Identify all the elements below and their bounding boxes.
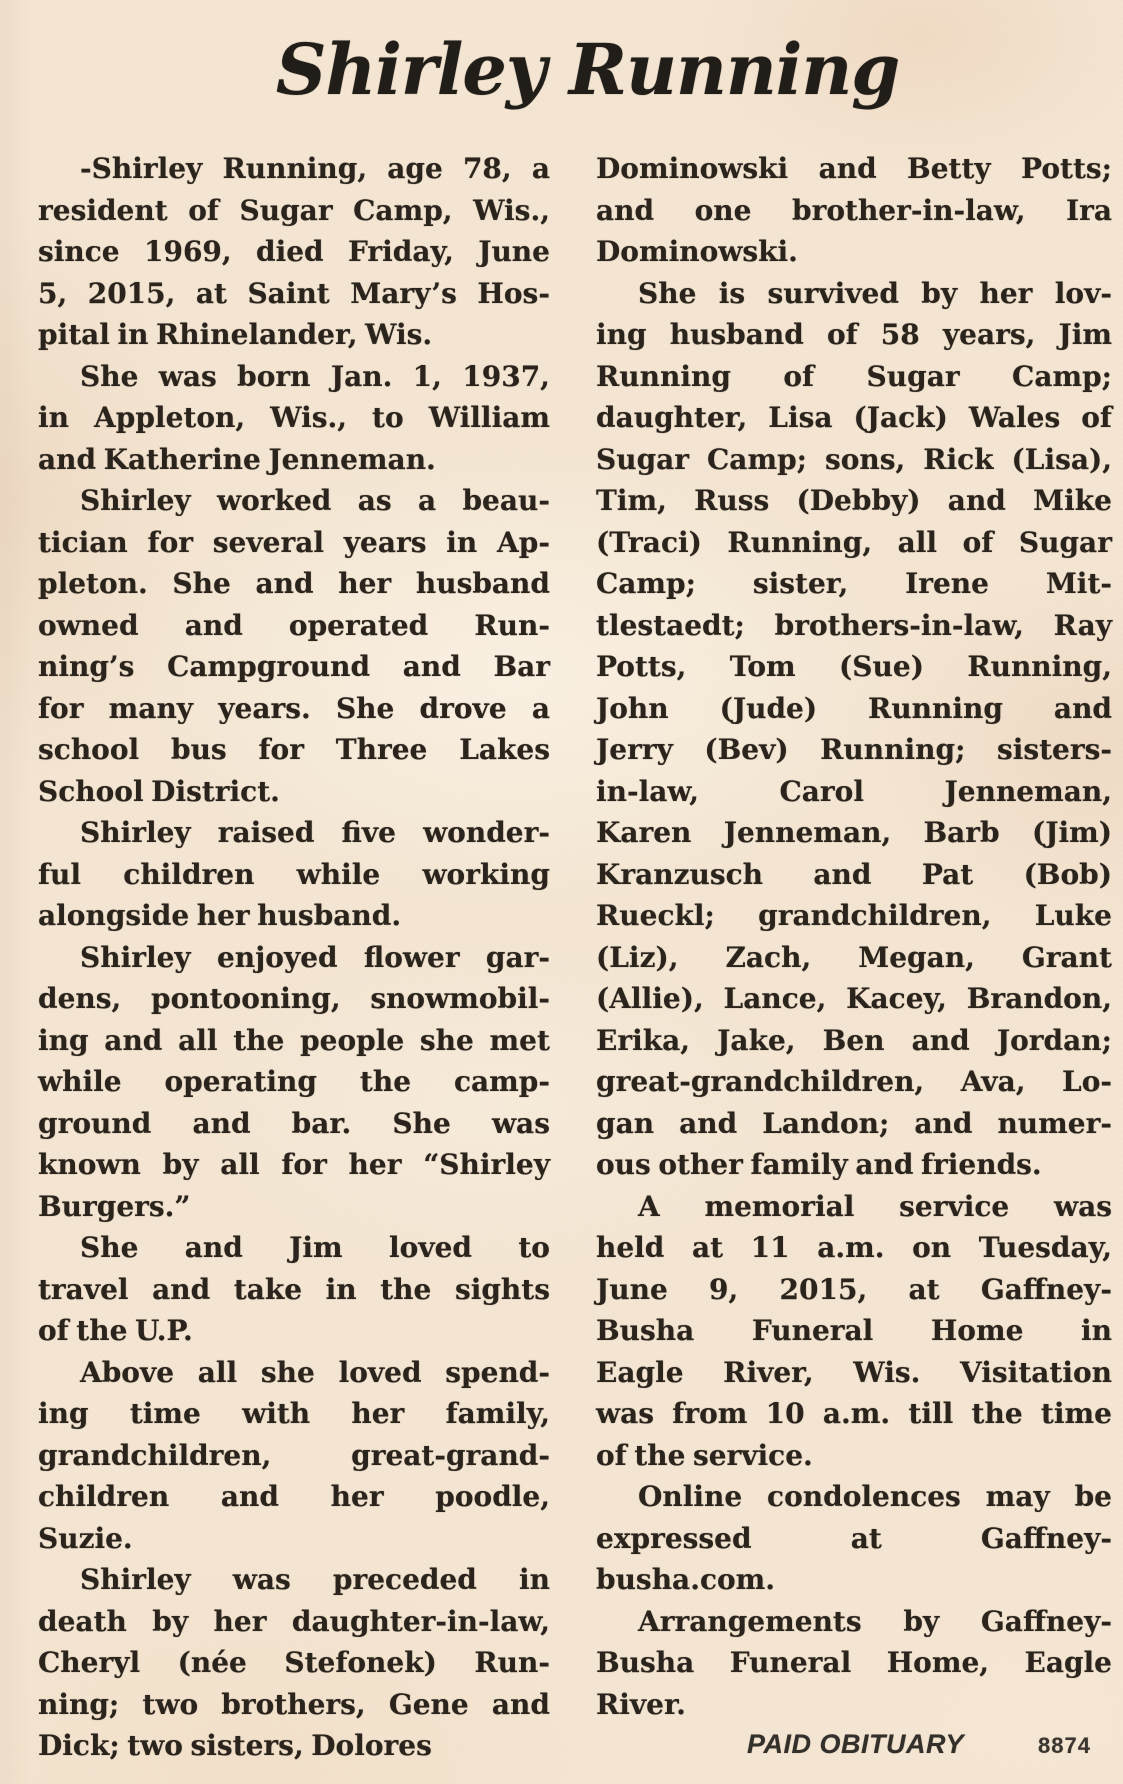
text-line: gan and Landon; and numer- — [596, 1106, 1112, 1140]
text-line: Kranzusch and Pat (Bob) — [596, 857, 1112, 891]
text-line: Shirley enjoyed flower gar- — [80, 940, 550, 974]
text-line: ning’s Campground and Bar — [38, 650, 550, 683]
text-line: was from 10 a.m. till the time — [596, 1397, 1112, 1430]
text-line: John (Jude) Running and — [596, 691, 1112, 725]
text-line: Sugar Camp; sons, Rick (Lisa), — [596, 442, 1112, 476]
text-line: of the U.P. — [38, 1314, 193, 1347]
text-line: River. — [596, 1687, 686, 1721]
text-line: Shirley worked as a beau- — [80, 484, 550, 517]
text-line: -Shirley Running, age 78, a — [80, 152, 550, 185]
text-line: while operating the camp- — [38, 1065, 550, 1098]
obituary-title: Shirley Running — [275, 28, 900, 111]
text-line: Running of Sugar Camp; — [596, 359, 1112, 393]
text-line: expressed at Gaffney- — [596, 1521, 1112, 1555]
text-line: Eagle River, Wis. Visitation — [596, 1355, 1112, 1389]
text-line: ous other family and friends. — [596, 1148, 1042, 1181]
text-line: alongside her husband. — [38, 899, 402, 932]
text-line: ning; two brothers, Gene and — [38, 1687, 550, 1721]
paragraph — [38, 356, 550, 481]
text-line: death by her daughter-in-law, — [38, 1604, 550, 1638]
text-line: busha.com. — [596, 1563, 776, 1596]
text-line: Dick; two sisters, Dolores — [38, 1729, 432, 1762]
text-line: Online condolences may be — [638, 1480, 1112, 1513]
text-line: of the service. — [596, 1438, 813, 1472]
text-line: Camp; sister, Irene Mit- — [596, 567, 1112, 600]
text-line: (Liz), Zach, Megan, Grant — [596, 940, 1112, 974]
paragraph — [38, 937, 550, 1228]
paragraph — [596, 1476, 1112, 1601]
text-line: (Traci) Running, all of Sugar — [596, 525, 1112, 559]
paragraph — [596, 148, 1112, 273]
text-line: Shirley raised five wonder- — [80, 816, 550, 849]
text-line: great-grandchildren, Ava, Lo- — [596, 1065, 1112, 1098]
text-line: and Katherine Jenneman. — [38, 442, 436, 476]
text-line: for many years. She drove a — [38, 691, 550, 725]
text-line: ground and bar. She was — [38, 1106, 550, 1140]
text-line: 5, 2015, at Saint Mary’s Hos- — [38, 276, 550, 310]
paragraph — [38, 148, 550, 356]
text-line: grandchildren, great-grand- — [38, 1438, 550, 1472]
paragraph — [596, 1601, 1112, 1726]
paragraph — [38, 812, 550, 937]
text-line: Jerry (Bev) Running; sisters- — [596, 733, 1112, 766]
text-line: Above all she loved spend- — [80, 1355, 550, 1389]
text-line: held at 11 a.m. on Tuesday, — [596, 1231, 1112, 1264]
text-line: pleton. She and her husband — [38, 567, 550, 600]
paragraph — [38, 480, 550, 812]
text-line: ing time with her family, — [38, 1397, 550, 1430]
text-line: in Appleton, Wis., to William — [38, 401, 550, 434]
text-line: Shirley was preceded in — [80, 1563, 550, 1596]
text-line: Suzie. — [38, 1521, 133, 1555]
text-line: and one brother-in-law, Ira — [596, 193, 1112, 227]
text-line: known by all for her “Shirley — [38, 1148, 550, 1181]
text-line: resident of Sugar Camp, Wis., — [38, 193, 550, 227]
paragraph — [38, 1559, 550, 1767]
obituary-number: 8874 — [1038, 1733, 1091, 1758]
paragraph — [38, 1352, 550, 1560]
text-line: Potts, Tom (Sue) Running, — [596, 650, 1112, 683]
text-line: She and Jim loved to — [80, 1231, 550, 1264]
text-line: Dominowski. — [596, 235, 798, 268]
text-line: ing and all the people she met — [38, 1023, 550, 1057]
text-line: Burgers.” — [38, 1189, 191, 1223]
text-line: Busha Funeral Home, Eagle — [596, 1646, 1112, 1679]
text-line: daughter, Lisa (Jack) Wales of — [596, 401, 1112, 434]
text-line: school bus for Three Lakes — [38, 733, 550, 766]
text-line: in-law, Carol Jenneman, — [596, 774, 1112, 808]
text-line: ing husband of 58 years, Jim — [596, 318, 1112, 351]
text-line: tician for several years in Ap- — [38, 525, 550, 559]
text-line: dens, pontooning, snowmobil- — [38, 982, 550, 1015]
text-line: Karen Jenneman, Barb (Jim) — [596, 816, 1112, 849]
text-line: She was born Jan. 1, 1937, — [80, 359, 550, 393]
text-line: Busha Funeral Home in — [596, 1314, 1112, 1347]
right-column — [596, 148, 1112, 1725]
paid-obituary-label: PAID OBITUARY — [747, 1729, 965, 1759]
text-line: travel and take in the sights — [38, 1272, 550, 1306]
text-line: School District. — [38, 774, 280, 808]
text-line: pital in Rhinelander, Wis. — [38, 318, 433, 351]
text-line: June 9, 2015, at Gaffney- — [596, 1272, 1112, 1306]
text-line: owned and operated Run- — [38, 608, 550, 642]
paragraph — [38, 1227, 550, 1352]
text-line: Arrangements by Gaffney- — [638, 1604, 1112, 1638]
paragraph — [596, 273, 1112, 1186]
text-line: Cheryl (née Stefonek) Run- — [38, 1646, 550, 1679]
left-column — [38, 148, 550, 1767]
text-line: Dominowski and Betty Potts; — [596, 152, 1112, 185]
text-line: Tim, Russ (Debby) and Mike — [596, 484, 1112, 517]
text-line: Erika, Jake, Ben and Jordan; — [596, 1023, 1112, 1057]
text-line: ful children while working — [38, 857, 550, 891]
text-line: Rueckl; grandchildren, Luke — [596, 899, 1112, 932]
paragraph — [596, 1186, 1112, 1477]
text-line: since 1969, died Friday, June — [38, 235, 550, 268]
text-line: tlestaedt; brothers-in-law, Ray — [596, 608, 1112, 642]
text-line: She is survived by her lov- — [638, 276, 1112, 310]
text-line: children and her poodle, — [38, 1480, 550, 1513]
text-line: A memorial service was — [638, 1189, 1112, 1223]
text-line: (Allie), Lance, Kacey, Brandon, — [596, 982, 1112, 1015]
